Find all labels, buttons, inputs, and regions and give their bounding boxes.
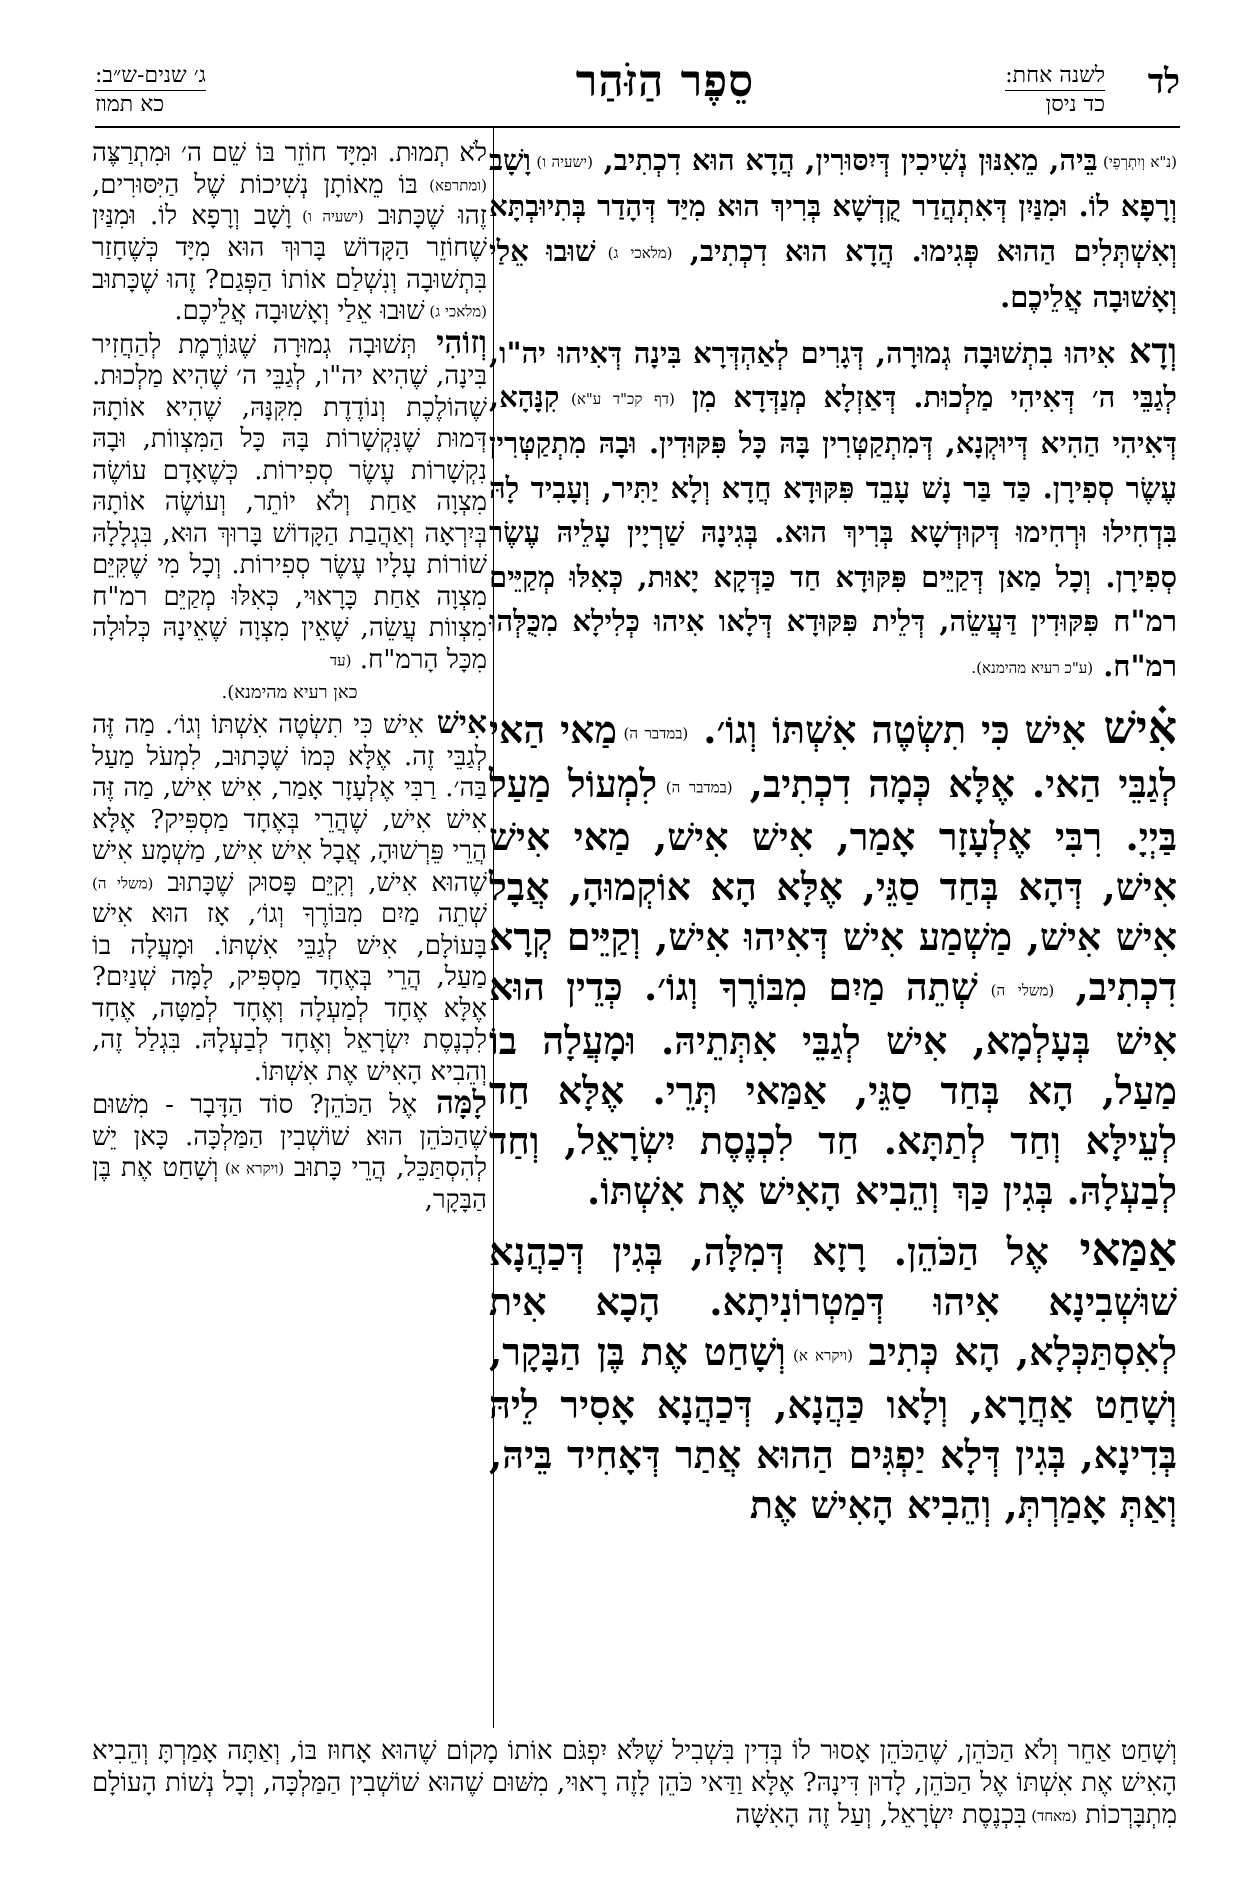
- schedule-date: כא תמוז: [95, 90, 206, 119]
- text-run: קִנָּהָא, דְּאִיהִי הַהִיא דְּיוּקְנָא, דְּמִתְקַטְּרִין בָּהּ כָּל פִּקּוּדִין. וּבָהּ מִתְקַטְּרִין עֶשֶׂר סְפִירָן. כַּד בַּר נָשׁ עָבֵד פִּקּוּדָא חֲדָא וְלָא יַתִּיר, וְעָבִיד לָהּ בִּדְחִילוּ וּרְחִימוּ דְּקוּדְשָׁא בְּרִיךְ הוּא. בְּגִינָהּ שַׁרְיָין עָלֵיהּ עֶשֶׂר סְפִירָן. וְכָל מַאן דְּקַיֵּים פִּקּוּדָא חַד כַּדְּקָא יָאוּת, כְּאִלּוּ מְקַיֵּים רמ"ח פִּקּוּדִין דַּעֲשֵׂה, דְּלֵית פִּקּוּדָא דְּלָאו אִיהוּ כְּלִילָא מִכֻּלְּהוּ רמ"ח.: [489, 380, 1177, 683]
- schedule-label: ג׳ שנים-ש״ב:: [95, 63, 206, 88]
- translation-paragraph: [92, 1085, 487, 1216]
- text-run: שׁוּבוּ אֵלַי וְאָשׁוּבָה אֲלֵיכֶם.: [174, 296, 425, 326]
- translation-paragraph: [92, 138, 487, 328]
- translation-paragraph: [92, 324, 487, 677]
- schedule-date: כד ניסן: [1005, 90, 1105, 119]
- text-run: אִישׁ כִּי תִשְׂטֶה אִשְׁתּוֹ וְגוֹ׳. מַה זֶּה לְגַבֵּי זֶה. אֶלָּא כְּמוֹ שֶׁכָּתוּב, לִמְעֹל מַעַל בַּה׳. רַבִּי אֶלְעָזָר אָמַר, אִישׁ אִישׁ, מַה זֶּה אִישׁ אִישׁ, שֶׁהֲרֵי בְּאֶחָד מַסְפִּיק? אֶלָּא הֲרֵי פֵּרְשׁוּהָ, אֲבָל אִישׁ אִישׁ, מַשְׁמָע אִישׁ שֶׁהוּא אִישׁ, וְקִיֵּם פָּסוּק שֶׁכָּתוּב: [92, 710, 488, 898]
- source-reference: (ויקרא א): [218, 1159, 285, 1178]
- text-run: לֹא תְמוּת. וּמִיָּד חוֹזֵר בּוֹ שֵׁם ה׳ וּמִתְרַצֶּה: [92, 138, 487, 168]
- text-run: שְׁתֵה מַיִם מִבּוֹרֶךָ וְגוֹ׳, אָז הוּא אִישׁ בָּעוֹלָם, אִישׁ לְגַבֵּי אִשְׁתּוֹ. וּמָעֲלָה בוֹ מַעַל, הֲרֵי בְּאֶחָד מַסְפִּיק, לָמָּה שְׁנַיִם? אֶלָּא אֶחָד לְמַעְלָה וְאֶחָד לְמַטָּה, אֶחָד לִכְנֶסֶת יִשְׂרָאֵל וְאֶחָד לְבַעְלָהּ. בִּגְלַל זֶה, וְהֵבִיא הָאִישׁ אֶת אִשְׁתּוֹ.: [92, 899, 487, 1087]
- schedule-label: לשנה אחת:: [1005, 63, 1105, 88]
- opening-word: אִ֗ישׁ: [1085, 700, 1178, 754]
- aramaic-column: [489, 138, 1177, 1530]
- source-reference: (ישעיה ו): [291, 207, 364, 226]
- text-run: בּוֹ מֵאוֹתָן נְשִׁיכוֹת שֶׁל הַיִּסּוּרִים, זֶהוּ שֶׁכָּתוּב: [92, 169, 487, 232]
- text-run: בִּכְנֶסֶת יִשְׂרָאֵל, וְעַל זֶה הָאִשָּׁה: [735, 1800, 1027, 1830]
- text-run: וְשָׁחַט אֶת בֶּן הַבָּקָר,: [92, 1153, 487, 1215]
- book-title: סֵפֶר הַזֹּהַר: [575, 56, 755, 107]
- page-number: לד: [1147, 62, 1180, 102]
- header-rule: [95, 126, 1180, 128]
- source-reference: (עד: [329, 651, 352, 669]
- source-reference: (ישעיה ו): [530, 152, 593, 171]
- source-reference: (דף קכ"ד ע"א): [559, 389, 675, 408]
- text-run: שׁוּבוּ אֵלַי וְאָשׁוּבָה אֲלֵיכֶם.: [489, 233, 1177, 314]
- source-reference: (משלי ה): [977, 981, 1055, 1000]
- page-header: [95, 58, 1180, 128]
- text-run: וְשָׁחַט אֶת בֶּן הַבָּקָר, וְשָׁחַט אַחֲרָא, וְלָאו כַּהֲנָא, דְּכַהֲנָא אָסִיר לֵיהּ בְּדִינָא, בְּגִין דְּלָא יַפְגִּים הַהוּא אֲתַר דְּאָחִיד בֵּיהּ, וְאַתְּ אָמַרְתְּ, וְהֵבִיא הָאִישׁ אֶת: [489, 1328, 1177, 1527]
- study-schedule-one-year: [1005, 62, 1105, 119]
- text-run: וְשָׁחַט אַחֵר וְלֹא הַכֹּהֵן, שֶׁהַכֹּהֵן אָסוּר לוֹ בְּדִין בִּשְׁבִיל שֶׁלֹּא יִפְגֹּם אוֹתוֹ מָקוֹם שֶׁהוּא אָחוּז בּוֹ, וְאַתָּה אָמַרְתָּ וְהֵבִיא הָאִישׁ אֶת אִשְׁתּוֹ אֶל הַכֹּהֵן, לָדוּן דִּינָהּ? אֶלָּא וַדַּאי כֹּהֵן לָזֶה רָאוּי, מִשּׁוּם שֶׁהוּא שׁוֹשְׁבִין הַמַּלְכָּה, וְכָל נְשׁוֹת הָעוֹלָם מִתְבָּרְכוֹת: [92, 1736, 1177, 1830]
- text-run: שְׁתֵה מַיִם מִבּוֹרֶךָ וְגוֹ׳. כְּדֵין הוּא אִישׁ בְּעָלְמָא, אִישׁ לְגַבֵּי אִתְּתֵיהּ. וּמָעֲלָה בוֹ מַעַל, הָא בְּחַד סַגֵּי, אַמַּאי תְּרֵי. אֶלָּא חַד לְעֵילָּא וְחַד לְתַתָּא. חַד לִכְנֶסֶת יִשְׂרָאֵל, וְחַד לְבַעְלָהּ. בְּגִין כַּךְ וְהֵבִיא הָאִישׁ אֶת אִשְׁתּוֹ.: [489, 964, 1177, 1213]
- source-reference: (ע"כ רעיא מהימנא).: [971, 658, 1094, 677]
- continuation-paragraph: [92, 1735, 1177, 1832]
- text-run: מַאי הַאי לְגַבֵּי הַאי. אֶלָּא כְּמָה דִכְתִיב,: [489, 707, 1177, 806]
- source-reference: (מאחד): [1026, 1807, 1077, 1825]
- main-paragraph: [489, 1221, 1178, 1531]
- text-run: בֵּיה, מֵאִנּוּן נְשִׁיכִין דְּיִסּוּרִין, הֲדָא הוּא דִכְתִיב,: [592, 143, 1098, 177]
- source-reference: (ומתרפא): [417, 175, 487, 194]
- source-reference: (משלי ה): [92, 873, 154, 892]
- text-run: אֶל הַכֹּהֵן? סוֹד הַדָּבָר - מִשּׁוּם שֶׁהַכֹּהֵן הוּא שׁוֹשְׁבִין הַמַּלְכָּה. כָּאן יֵשׁ לְהִסְתַּכֵּל, הֲרֵי כָּתוּב: [92, 1090, 487, 1184]
- source-reference: (נ"א וְיִתְרְפֵי): [1097, 152, 1177, 171]
- main-paragraph: [489, 702, 1177, 1216]
- source-reference: (במדבר ה): [657, 778, 733, 796]
- text-run: תְּשׁוּבָה גְמוּרָה שֶׁגּוֹרֶמֶת לְהַחֲזִיר בִּינָה, שֶׁהִיא יה"ו, לְגַבֵּי ה׳ שֶׁהִיא מַלְכוּת. שֶׁהוֹלֶכֶת וְנוֹדֶדֶת מִקִּנָּהּ, שֶׁהִיא אוֹתָהּ דְּמוּת שֶׁנִּקְשָׁרוֹת בָּהּ כָּל הַמִּצְווֹת, וּבָהּ נִקְשָׁרוֹת עֶשֶׂר סְפִירוֹת. כְּשֶׁאָדָם עוֹשֶׂה מִצְוָה אַחַת וְלֹא יוֹתֵר, וְעוֹשֶׂה אוֹתָהּ בְּיִרְאָה וְאַהֲבַת הַקָּדוֹשׁ בָּרוּךְ הוּא, בִּגְלָלָהּ שׁוֹרוֹת עָלָיו עֶשֶׂר סְפִירוֹת. וְכָל מִי שֶׁקִּיֵּם מִצְוָה אַחַת כָּרָאוּי, כְּאִלּוּ מְקַיֵּם רמ"ח מִצְווֹת עֲשֵׂה, שֶׁאֵין מִצְוָה שֶׁאֵינָהּ כְּלוּלָה מִכָּל הָרמ"ח.: [92, 329, 487, 675]
- source-reference: (מלאכי ג): [424, 302, 487, 321]
- main-paragraph: [489, 330, 1177, 691]
- study-schedule-three-years: [95, 62, 206, 119]
- opening-word: וְזוֹהִי: [416, 324, 487, 361]
- main-paragraph: [489, 138, 1177, 320]
- opening-word: לָמָּה: [417, 1085, 487, 1122]
- opening-word: אַמַּאי: [1048, 1221, 1178, 1276]
- opening-word: אִישׁ: [423, 705, 487, 741]
- text-run: לִמְעוֹל מַעַל בַּיְיָ. רִבִּי אֶלְעָזָר אָמַר, אִישׁ אִישׁ, מַאי אִישׁ אִישׁ, דְּהָא בְּחַד סַגֵּי, אֶלָּא הָא אוֹקְמוּהָ, אֲבָל אִישׁ אִישׁ, מַשְׁמַע אִישׁ דְּאִיהוּ אִישׁ, וְקַיֵּים קְרָא דִכְתִיב,: [489, 760, 1177, 1009]
- section-close-note: כאן רעיא מהימנא).: [221, 681, 358, 703]
- opening-word: וְדָא: [1115, 330, 1177, 372]
- continuation-text: [92, 1735, 1177, 1832]
- translation-paragraph: [92, 705, 488, 1088]
- text-run: אֶל הַכֹּהֵן. רָזָא דְּמִלָּה, בְּגִין דְּכַהֲנָא שׁוּשְׁבִינָא אִיהוּ דְּמַטְרוֹנִיתָא. הָכָא אִית לְאִסְתַּכְּלָא, הָא כְּתִיב: [489, 1228, 1177, 1374]
- text-run: וָשָׁב וְרָפָא לוֹ. וּמִנַּיִן שֶׁחוֹזֵר הַקָּדוֹשׁ בָּרוּךְ הוּא מִיָּד כְּשֶׁחָזַר בִּתְשׁוּבָה וְנִשְׁלַם אוֹתוֹ הַפְּגַם? זֶהוּ שֶׁכָּתוּב: [92, 201, 487, 295]
- text-run: אִיהוּ בִתְשׁוּבָה גְמוּרָה, דְּגָרִים לְאַהְדְּרָא בִּינָה דְּאִיהוּ יה"ו, לְגַבֵּי ה׳ דְּאִיהִי מַלְכוּת. דְּאַזְלָא מְנַדְּדָא מִן: [489, 335, 1177, 414]
- source-reference: (מלאכי ג): [595, 243, 673, 262]
- source-reference: (ויקרא א): [785, 1346, 853, 1364]
- text-run: וָשָׁב וְרָפָא לוֹ. וּמִנַּיִן דְּאִתְהֲדַר קֻדְשָׁא בְּרִיךְ הוּא מִיַּד דְּהָדַר בְּתִיוּבְתָּא וְאִשְׁתְּלִים הַהוּא פְּגִימוּ. הֲדָא הוּא דִכְתִיב,: [489, 143, 1177, 268]
- source-reference: (במדבר ה): [617, 724, 689, 743]
- text-run: אִישׁ כִּי תִשְׂטֶה אִשְׁתּוֹ וְגוֹ׳.: [688, 707, 1086, 752]
- hebrew-translation-column: [92, 138, 487, 1217]
